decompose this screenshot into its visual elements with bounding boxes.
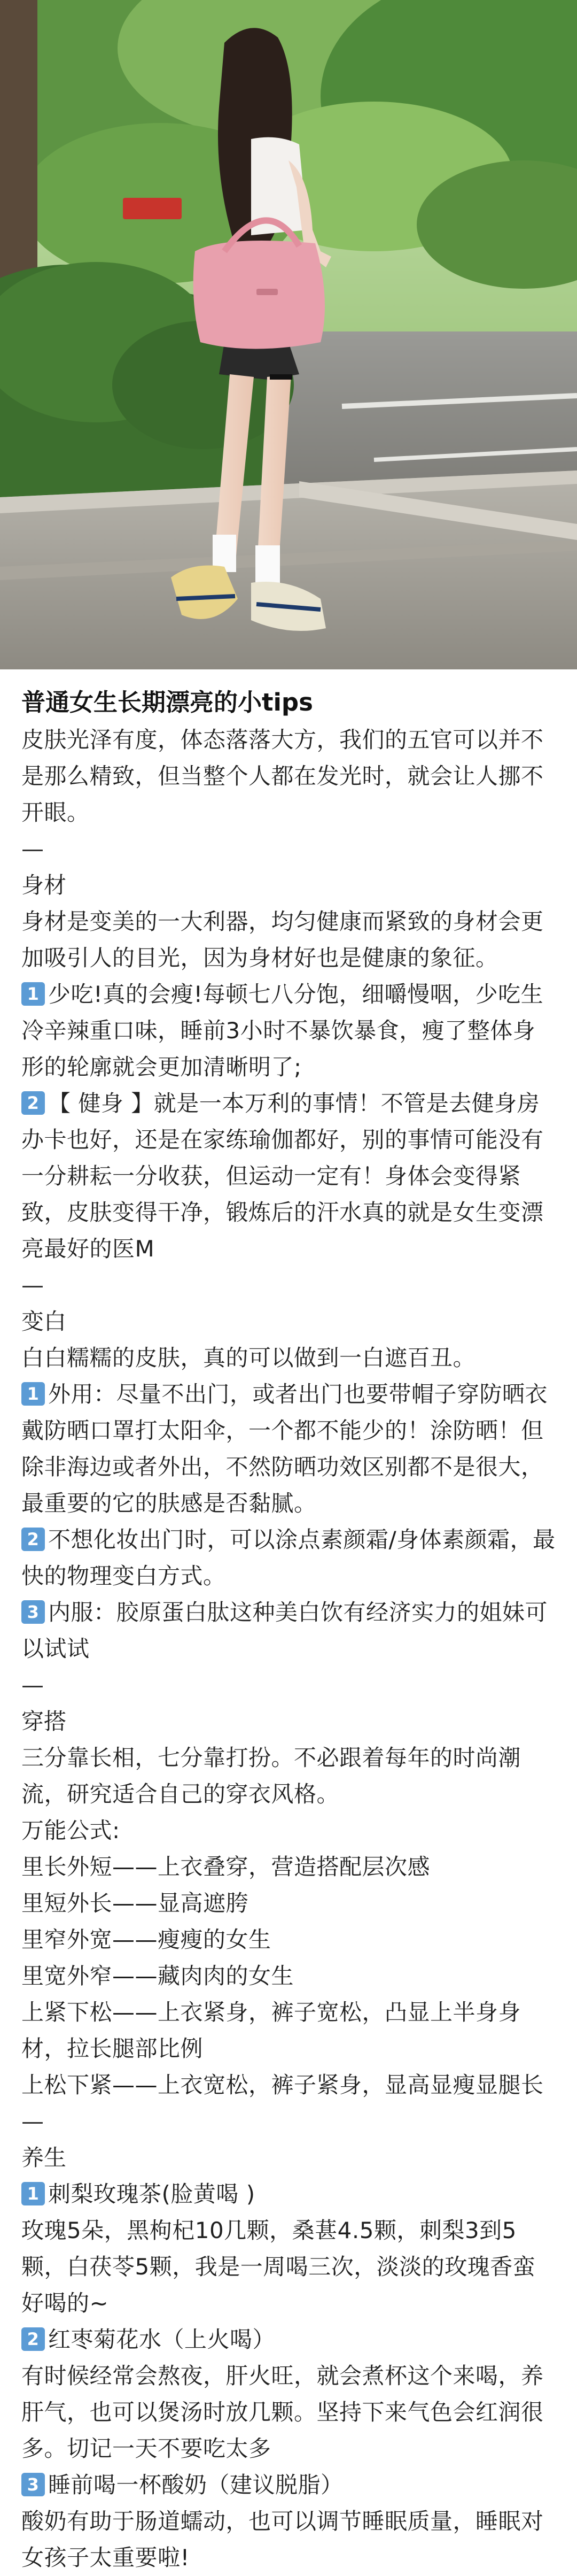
divider: — (21, 836, 44, 862)
hero-photo (0, 0, 577, 669)
whiten-item-3-text: 内服：胶原蛋白肽这种美白饮有经济实力的姐妹可以试试 (21, 1599, 548, 1662)
body-item-2 (21, 1085, 556, 1267)
section-heading-outfit: 穿搭 (21, 1708, 67, 1734)
whiten-item-2-text: 不想化妆出门时，可以涂点素颜霜/身体素颜霜，最快的物理变白方式。 (21, 1526, 556, 1589)
divider: — (21, 1672, 44, 1698)
health-item-2-title-text: 红枣菊花水（上火喝） (48, 2326, 276, 2353)
whiten-item-1-text: 外用：尽量不出门，或者出门也要带帽子穿防晒衣戴防晒口罩打太阳伞，一个都不能少的！涂防晒！但除非海边或者外出，不然防晒功效区别都不是很大，最重要的它的肤感是否黏腻。 (21, 1381, 548, 1516)
health-item-1-title (21, 2176, 556, 2212)
article-title: 普通女生长期漂亮的小tips (21, 688, 313, 716)
health-item-3-title-text: 睡前喝一杯酸奶（建议脱脂） (48, 2472, 344, 2498)
street-scene-image (0, 0, 577, 669)
body-item-1-text: 少吃!真的会瘦!每顿七八分饱，细嚼慢咽，少吃生冷辛辣重口味，睡前3小时不暴饮暴食，瘦了整体身形的轮廓就会更加清晰明了; (21, 981, 544, 1080)
outfit-line: 里短外长——显高遮胯 (21, 1890, 249, 1916)
number-badge-icon: 1 (21, 2182, 45, 2205)
whiten-item-1 (21, 1376, 556, 1522)
intro-paragraph: 皮肤光泽有度，体态落落大方，我们的五官可以并不是那么精致，但当整个人都在发光时，就会让人挪不开眼。 (21, 727, 544, 826)
whiten-item-3 (21, 1594, 556, 1667)
health-item-3-text: 酸奶有助于肠道蠕动，也可以调节睡眠质量，睡眠对女孩子太重要啦! (21, 2508, 544, 2571)
body-item-2-text: 【 健身 】就是一本万利的事情！不管是去健身房办卡也好，还是在家练瑜伽都好，别的事情可能没有一分耕耘一分收获，但运动一定有！身体会变得紧致，皮肤变得干净，锻炼后的汗水真的就是女生变漂亮最好的医M (21, 1090, 544, 1262)
number-badge-icon: 3 (21, 1600, 45, 1624)
outfit-line: 上紧下松——上衣紧身，裤子宽松，凸显上半身身材，拉长腿部比例 (21, 1999, 521, 2062)
divider: — (21, 2108, 44, 2134)
divider: — (21, 1272, 44, 1298)
tree-trunk (0, 0, 37, 299)
number-badge-icon: 1 (21, 982, 45, 1006)
red-sign (123, 198, 182, 219)
whiten-item-2 (21, 1522, 556, 1594)
number-badge-icon: 2 (21, 1528, 45, 1551)
number-badge-icon: 3 (21, 2473, 45, 2496)
health-item-1-text: 玫瑰5朵，黑枸杞10几颗，桑葚4.5颗，刺梨3到5颗，白茯苓5颗，我是一周喝三次，淡淡的玫瑰香蛮好喝的~ (21, 2217, 536, 2316)
body-lead: 身材是变美的一大利器，均匀健康而紧致的身材会更加吸引人的目光，因为身材好也是健康的象征。 (21, 908, 544, 971)
health-item-3-title (21, 2467, 556, 2503)
whiten-lead: 白白糯糯的皮肤，真的可以做到一白遮百丑。 (21, 1345, 476, 1371)
number-badge-icon: 2 (21, 2327, 45, 2351)
section-heading-health: 养生 (21, 2145, 67, 2171)
number-badge-icon: 2 (21, 1091, 45, 1115)
health-item-1-title-text: 刺梨玫瑰茶(脸黄喝 ) (48, 2181, 255, 2207)
health-item-2-title (21, 2322, 556, 2358)
outfit-line: 上松下紧——上衣宽松，裤子紧身，显高显瘦显腿长 (21, 2072, 544, 2098)
outfit-formula-title: 万能公式: (21, 1817, 120, 1844)
health-item-2-text: 有时候经常会熬夜，肝火旺，就会煮杯这个来喝，养肝气，也可以煲汤时放几颗。坚持下来气色会红润很多。切记一天不要吃太多 (21, 2363, 544, 2462)
outfit-lead: 三分靠长相，七分靠打扮。不必跟着每年的时尚潮流，研究适合自己的穿衣风格。 (21, 1745, 521, 1807)
section-heading-whiten: 变白 (21, 1308, 67, 1335)
body-item-1 (21, 976, 556, 1085)
article (0, 669, 577, 2576)
section-heading-body: 身材 (21, 872, 67, 898)
number-badge-icon: 1 (21, 1382, 45, 1406)
outfit-line: 里窄外宽——瘦瘦的女生 (21, 1926, 271, 1953)
outfit-line: 里长外短——上衣叠穿，营造搭配层次感 (21, 1854, 431, 1880)
outfit-line: 里宽外窄——藏肉肉的女生 (21, 1963, 294, 1989)
